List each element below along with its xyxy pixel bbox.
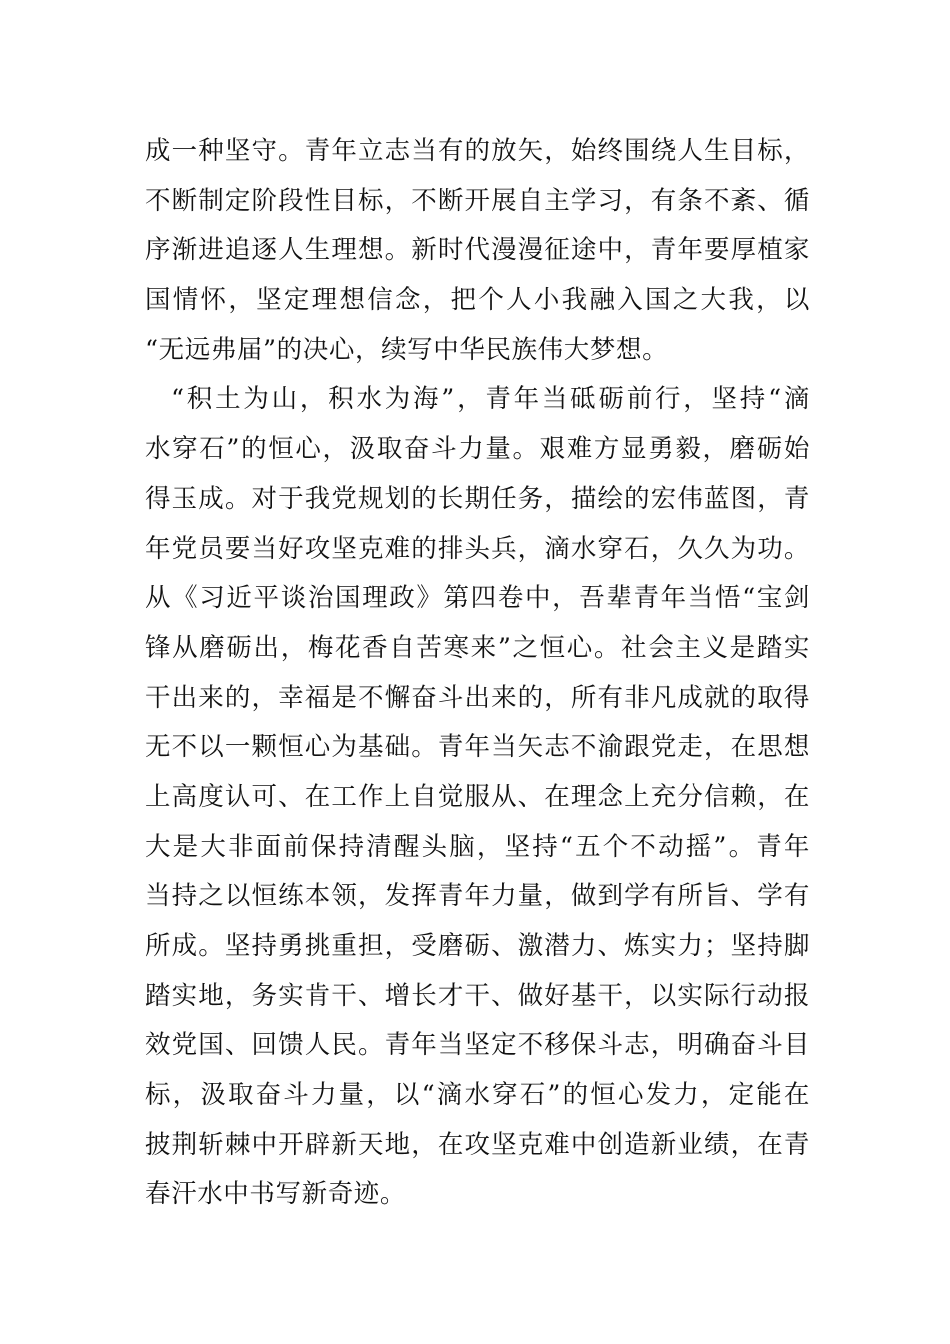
text-line: 上高度认可、在工作上自觉服从、在理念上充分信赖，在	[145, 781, 810, 812]
text-line: 披荆斩棘中开辟新天地，在攻坚克难中创造新业绩，在青	[145, 1129, 810, 1160]
text-line: 水穿石”的恒心，汲取奋斗力量。艰难方显勇毅，磨砺始	[145, 434, 810, 465]
text-line: 锋从磨砺出，梅花香自苦寒来”之恒心。社会主义是踏实	[145, 632, 810, 663]
document-body	[145, 127, 810, 1220]
paragraph-2	[145, 375, 810, 1220]
text-line: 干出来的，幸福是不懈奋斗出来的，所有非凡成就的取得	[145, 682, 810, 713]
text-line: 踏实地，务实肯干、增长才干、做好基干，以实际行动报	[145, 980, 810, 1011]
text-line: 成一种坚守。青年立志当有的放矢，始终围绕人生目标，	[145, 136, 810, 166]
text-line: 年党员要当好攻坚克难的排头兵，滴水穿石，久久为功。	[145, 533, 810, 564]
paragraph-1	[145, 127, 810, 375]
text-line: 得玉成。对于我党规划的长期任务，描绘的宏伟蓝图，青	[145, 483, 810, 514]
text-line: 标，汲取奋斗力量，以“滴水穿石”的恒心发力，定能在	[145, 1080, 810, 1111]
text-line: 序渐进追逐人生理想。新时代漫漫征途中，青年要厚植家	[145, 235, 810, 266]
text-line: 从《习近平谈治国理政》第四卷中，吾辈青年当悟“宝剑	[145, 583, 810, 614]
text-line: 不断制定阶段性目标，不断开展自主学习，有条不紊、循	[145, 185, 810, 216]
text-line: 大是大非面前保持清醒头脑，坚持“五个不动摇”。青年	[145, 831, 810, 862]
text-line: 国情怀，坚定理想信念，把个人小我融入国之大我，以	[145, 285, 810, 316]
text-line: 效党国、回馈人民。青年当坚定不移保斗志，明确奋斗目	[145, 1030, 810, 1061]
text-line: “积土为山，积水为海”，青年当砥砺前行，坚持“滴	[171, 384, 810, 415]
text-line: “无远弗届”的决心，续写中华民族伟大梦想。	[145, 334, 669, 365]
text-line: 无不以一颗恒心为基础。青年当矢志不渝跟党走，在思想	[145, 732, 810, 763]
text-line: 春汗水中书写新奇迹。	[145, 1179, 407, 1210]
text-line: 所成。坚持勇挑重担，受磨砺、激潜力、炼实力；坚持脚	[145, 931, 810, 961]
text-line: 当持之以恒练本领，发挥青年力量，做到学有所旨、学有	[145, 881, 810, 912]
